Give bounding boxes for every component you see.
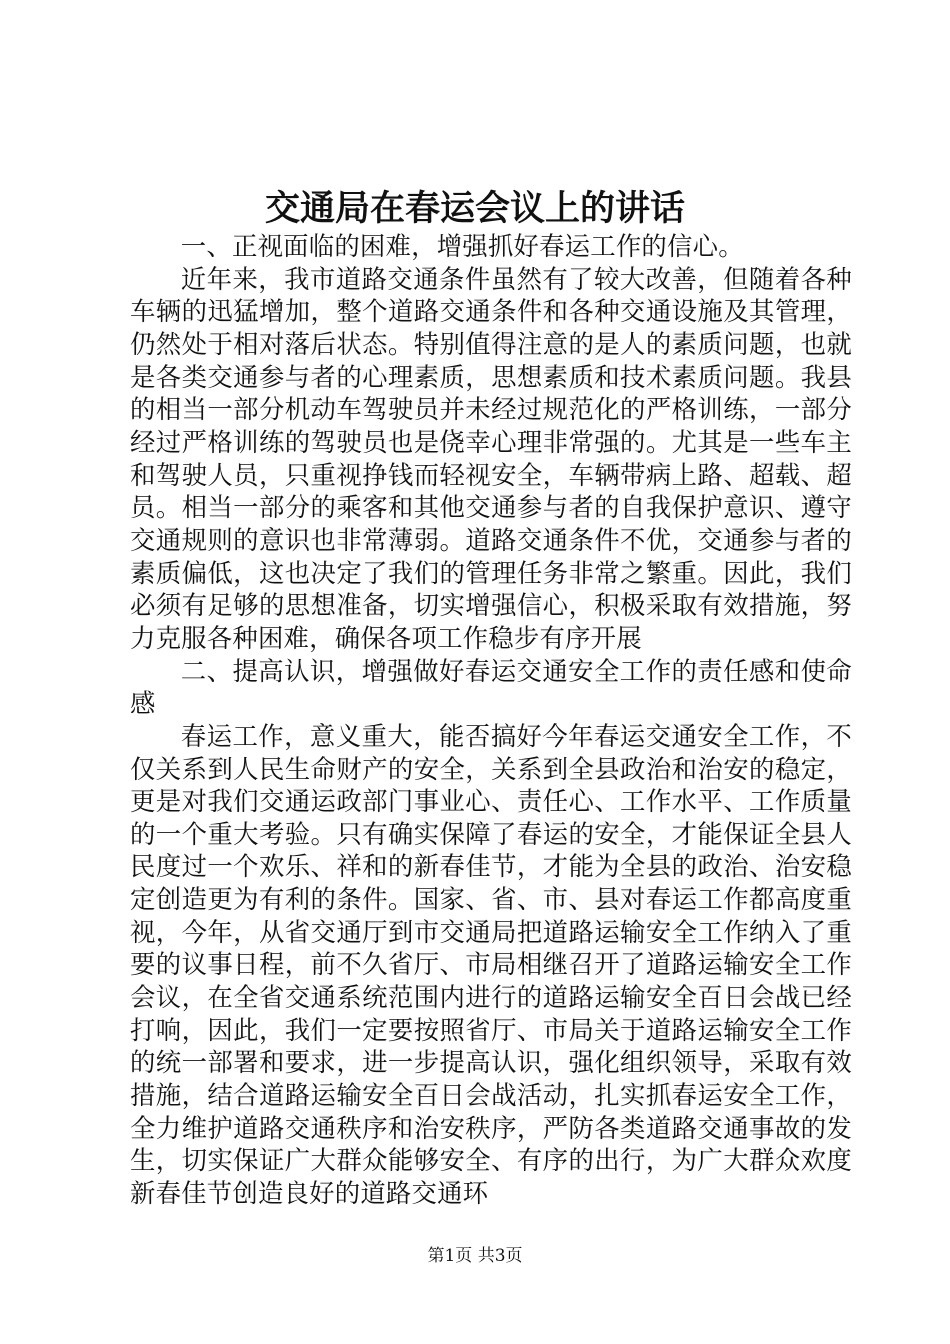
document-body [130,230,852,1210]
paragraph-body-2: 春运工作，意义重大，能否搞好今年春运交通安全工作，不仅关系到人民生命财产的安全，关系到全县政治和治安的稳定，更是对我们交通运政部门事业心、责任心、工作水平、工作质量的一个重大考验。只有确实保障了春运的安全，才能保证全县人民度过一个欢乐、祥和的新春佳节，才能为全县的政治、治安稳定创造更为有利的条件。国家、省、市、县对春运工作都高度重视，今年，从省交通厅到市交通局把道路运输安全工作纳入了重要的议事日程，前不久省厅、市局相继召开了道路运输安全工作会议，在全省交通系统范围内进行的道路运输安全百日会战已经打响，因此，我们一定要按照省厅、市局关于道路运输安全工作的统一部署和要求，进一步提高认识，强化组织领导，采取有效措施，结合道路运输安全百日会战活动，扎实抓春运安全工作，全力维护道路交通秩序和治安秩序，严防各类道路交通事故的发生，切实保证广大群众能够安全、有序的出行，为广大群众欢度新春佳节创造良好的道路交通环 [130,720,852,1209]
paragraph-heading-1: 一、正视面临的困难，增强抓好春运工作的信心。 [180,231,744,261]
paragraph-heading-2: 二、提高认识，增强做好春运交通安全工作的责任感和使命感 [130,655,852,719]
paragraph-body-1: 近年来，我市道路交通条件虽然有了较大改善，但随着各种车辆的迅猛增加，整个道路交通条件和各种交通设施及其管理，仍然处于相对落后状态。特别值得注意的是人的素质问题，也就是各类交通参与者的心理素质，思想素质和技术素质问题。我县的相当一部分机动车驾驶员并未经过规范化的严格训练，一部分经过严格训练的驾驶员也是侥幸心理非常强的。尤其是一些车主和驾驶人员，只重视挣钱而轻视安全，车辆带病上路、超载、超员。相当一部分的乘客和其他交通参与者的自我保护意识、遵守交通规则的意识也非常薄弱。道路交通条件不优，交通参与者的素质偏低，这也决定了我们的管理任务非常之繁重。因此，我们必须有足够的思想准备，切实增强信心，积极采取有效措施，努力克服各种困难，确保各项工作稳步有序开展 [130,263,852,653]
page-number-footer: 第1页 共3页 [427,1246,523,1266]
document-title: 交通局在春运会议上的讲话 [264,188,685,229]
